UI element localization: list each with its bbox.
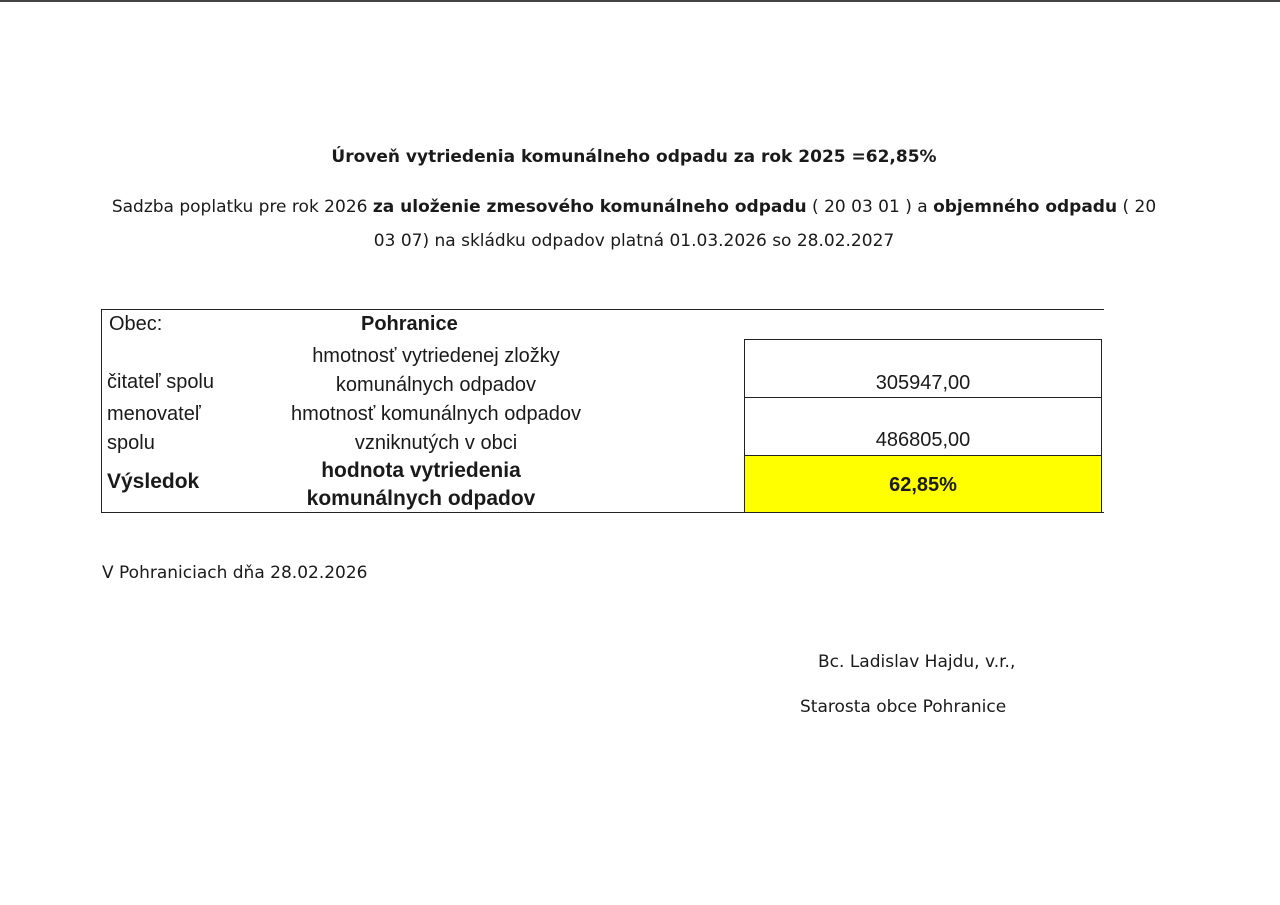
row2-label-line2: spolu xyxy=(107,432,155,454)
row2-value: 486805,00 xyxy=(744,397,1102,456)
document-title: Úroveň vytriedenia komunálneho odpadu za rok 2025 =62,85% xyxy=(331,147,937,167)
row2-desc-line1: hmotnosť komunálnych odpadov xyxy=(291,403,581,425)
subtitle-part-5: ( 20 03 07) na skládku odpadov platná 01.03.2026 so 28.02.2027 xyxy=(373,197,1157,251)
obec-label: Obec: xyxy=(109,313,163,335)
top-edge-line xyxy=(0,0,1280,2)
result-table xyxy=(101,309,1104,513)
row2-label-line1: menovateľ xyxy=(107,403,201,425)
signatory-name: Bc. Ladislav Hajdu, v.r., xyxy=(818,652,1016,672)
subtitle-part-4: objemného odpadu xyxy=(933,197,1118,217)
row2-desc-line2: vzniknutých v obci xyxy=(354,432,518,454)
place-and-date: V Pohraniciach dňa 28.02.2026 xyxy=(102,563,368,583)
row3-value: 62,85% xyxy=(744,455,1102,513)
subtitle-part-2: za uloženie zmesového komunálneho odpadu xyxy=(372,197,807,217)
subtitle-part-1: Sadzba poplatku pre rok 2026 xyxy=(111,197,373,217)
subtitle-part-3: ( 20 03 01 ) a xyxy=(806,197,934,217)
row1-desc-line2: komunálnych odpadov xyxy=(335,374,537,396)
row3-desc-line2: komunálnych odpadov xyxy=(306,487,536,510)
row2-label xyxy=(107,400,201,458)
row2-description xyxy=(271,400,601,458)
signatory-title: Starosta obce Pohranice xyxy=(800,697,1007,717)
row1-label: čitateľ spolu xyxy=(107,371,215,393)
row3-description xyxy=(236,457,606,513)
row1-value: 305947,00 xyxy=(744,339,1102,398)
document-subtitle xyxy=(110,190,1158,258)
row1-description xyxy=(271,342,601,400)
row1-desc-line1: hmotnosť vytriedenej zložky xyxy=(312,345,560,367)
obec-value: Pohranice xyxy=(361,313,458,335)
row3-label: Výsledok xyxy=(107,470,200,493)
row3-desc-line1: hodnota vytriedenia xyxy=(321,459,521,482)
